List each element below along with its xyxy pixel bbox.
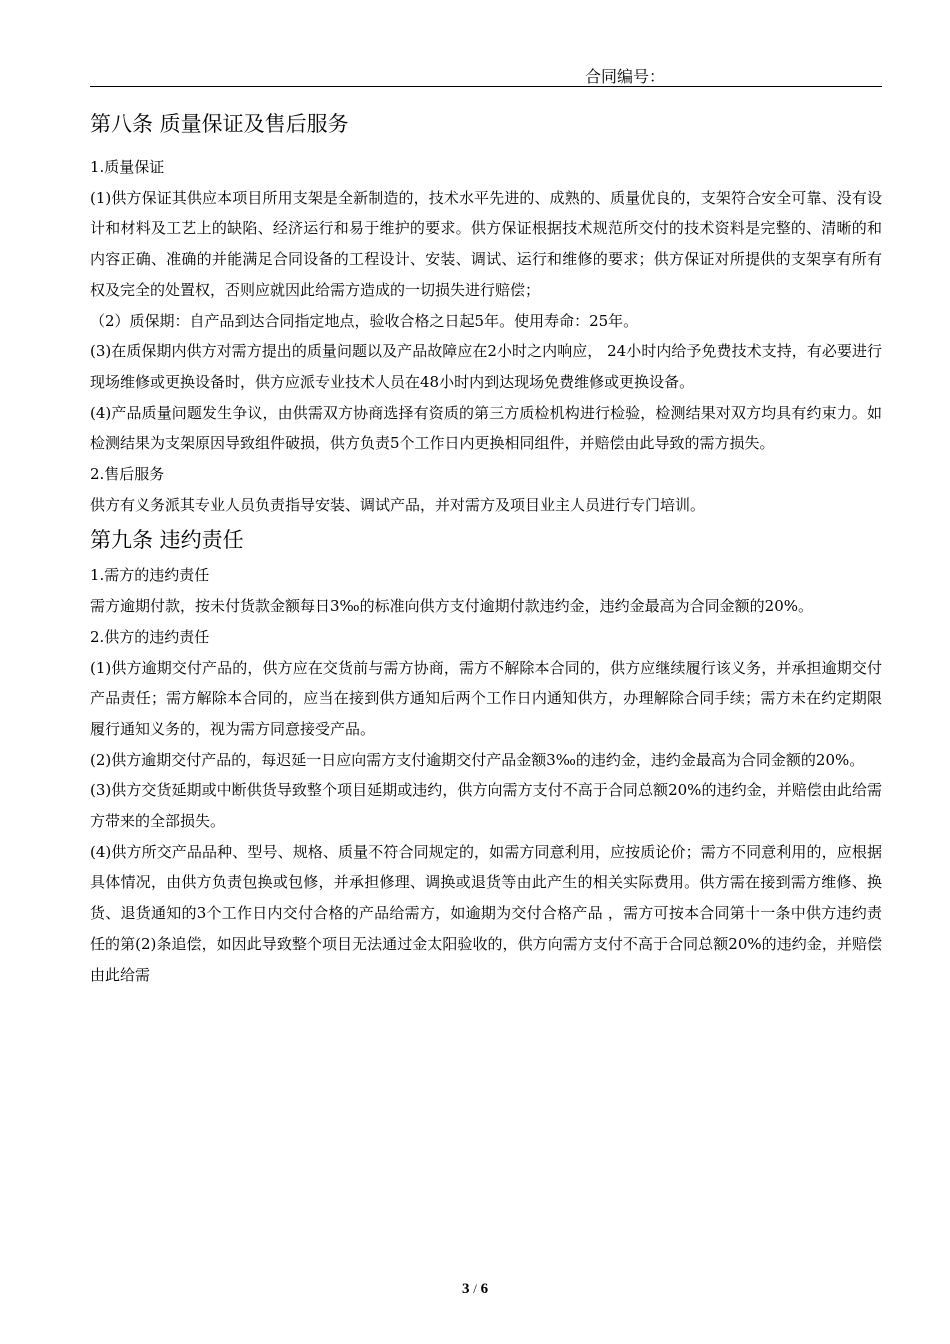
section-8-1-para-2: （2）质保期：自产品到达合同指定地点，验收合格之日起5年。使用寿命：25年。: [90, 311, 639, 330]
section-8-1-para-3: (3)在质保期内供方对需方提出的质量问题以及产品故障应在2小时之内响应， 24小时内给予免费技术支持，有必要进行现场维修或更换设备时，供方应派专业技术人员在48小时内到达现场免费维修或更换设备。: [90, 342, 882, 391]
section-9-1-title: 1.需方的违约责任: [90, 566, 210, 585]
section-9-2-para-3: (3)供方交货延期或中断供货导致整个项目延期或违约，供方向需方支付不高于合同总额20%的违约金，并赔偿由此给需方带来的全部损失。: [90, 781, 882, 831]
header-divider: [90, 86, 882, 87]
section-8-1-para-1: (1)供方保证其供应本项目所用支架是全新制造的，技术水平先进的、成熟的、质量优良的，支架符合安全可靠、没有设计和材料及工艺上的缺陷、经济运行和易于维护的要求。供方保证根据技术规范所交付的技术资料是完整的、清晰的和内容正确、准确的并能满足合同设备的工程设计、安装、调试、运行和维修的要求；供方保证对所提供的支架享有所有权及完全的处置权，否则应就因此给需方造成的一切损失进行赔偿；: [90, 188, 882, 299]
section-8-2-title: 2.售后服务: [90, 465, 165, 484]
section-8-1-para-4: (4)产品质量问题发生争议，由供需双方协商选择有资质的第三方质检机构进行检验，检测结果对双方均具有约束力。如检测结果为支架原因导致组件破损，供方负责5个工作日内更换相同组件，并赔偿由此导致的需方损失。: [90, 403, 882, 453]
section-8-2-para-1: 供方有义务派其专业人员负责指导安装、调试产品，并对需方及项目业主人员进行专门培训。: [90, 495, 706, 514]
section-9-2-para-4: (4)供方所交产品品种、型号、规格、质量不符合同规定的，如需方同意利用，应按质论价；需方不同意利用的，应根据具体情况，由供方负责包换或包修，并承担修理、调换或退货等由此产生的相关实际费用。供方需在接到需方维修、换货、退货通知的3个工作日内交付合格的产品给需方，如逾期为交付合格产品 ，需方可按本合同第十一条中供方违约责任的第(2)条追偿，如因此导致整个项目无法通过金太阳验收的，供方向需方支付不高于合同总额20%的违约金，并赔偿由此给需: [90, 842, 882, 984]
section-9-title: 第九条 违约责任: [90, 528, 244, 553]
section-8-title: 第八条 质量保证及售后服务: [90, 112, 349, 136]
section-9-1-para-1: 需方逾期付款，按未付货款金额每日3‰的标准向供方支付逾期付款违约金，违约金最高为合同金额的20%。: [90, 597, 814, 616]
page-current: 3: [461, 1281, 470, 1297]
section-9-2-para-2: (2)供方逾期交付产品的，每迟延一日应向需方支付逾期交付产品金额3‰的违约金，违约金最高为合同金额的20%。: [90, 750, 865, 769]
page-separator: /: [473, 1281, 477, 1296]
contract-number-label: 合同编号：: [585, 67, 666, 86]
section-9-2-para-1: (1)供方逾期交付产品的，供方应在交货前与需方协商，需方不解除本合同的，供方应继续履行该义务，并承担逾期交付产品责任；需方解除本合同的，应当在接到供方通知后两个工作日内通知供方，办理解除合同手续；需方未在约定期限履行通知义务的，视为需方同意接受产品。: [90, 658, 882, 738]
page-total: 6: [480, 1281, 489, 1297]
section-9-2-title: 2.供方的违约责任: [90, 627, 210, 646]
page-number: [0, 1281, 950, 1298]
document-body: [90, 104, 882, 990]
section-8-1-title: 1.质量保证: [90, 158, 165, 176]
